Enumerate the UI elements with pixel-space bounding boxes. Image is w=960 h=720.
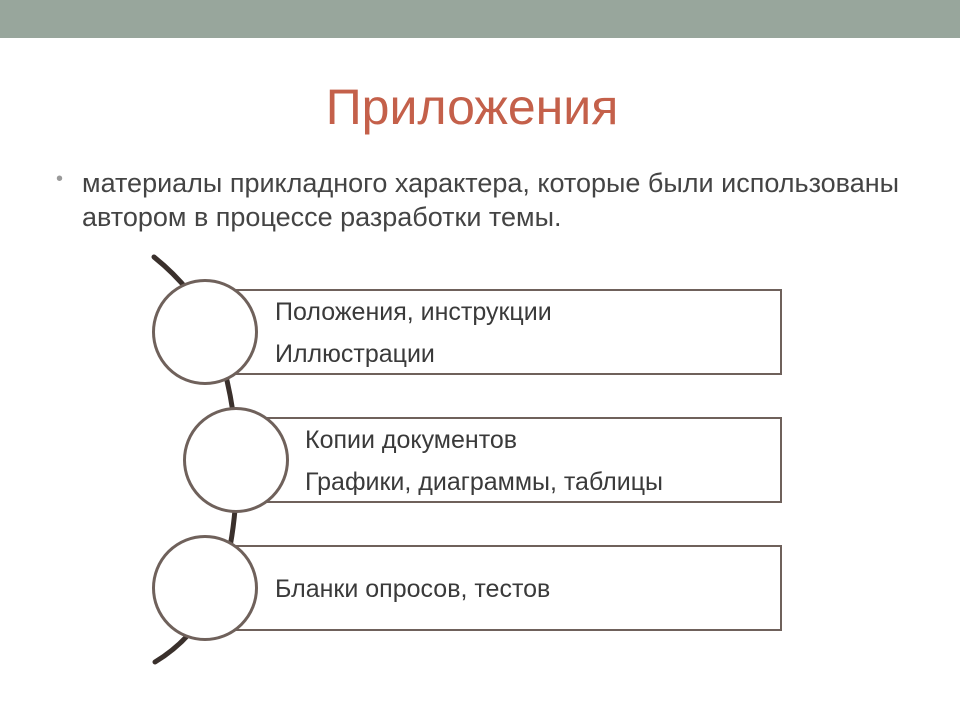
list-circle-2 bbox=[183, 407, 289, 513]
list-box-1-line-2: Иллюстрации bbox=[275, 340, 435, 368]
list-circle-3 bbox=[152, 535, 258, 641]
list-circle-1 bbox=[152, 279, 258, 385]
slide-title: Приложения bbox=[325, 79, 619, 135]
bullet-text: материалы прикладного характера, которые были использованы автором в процессе разработки темы. bbox=[82, 168, 900, 232]
bullet-dot-icon: • bbox=[56, 168, 64, 190]
list-box-3-line-1: Бланки опросов, тестов bbox=[275, 575, 551, 603]
list-box-2-line-2: Графики, диаграммы, таблицы bbox=[305, 468, 663, 496]
list-box-2-line-1: Копии документов bbox=[305, 426, 518, 454]
list-box-1-line-1: Положения, инструкции bbox=[275, 298, 552, 326]
